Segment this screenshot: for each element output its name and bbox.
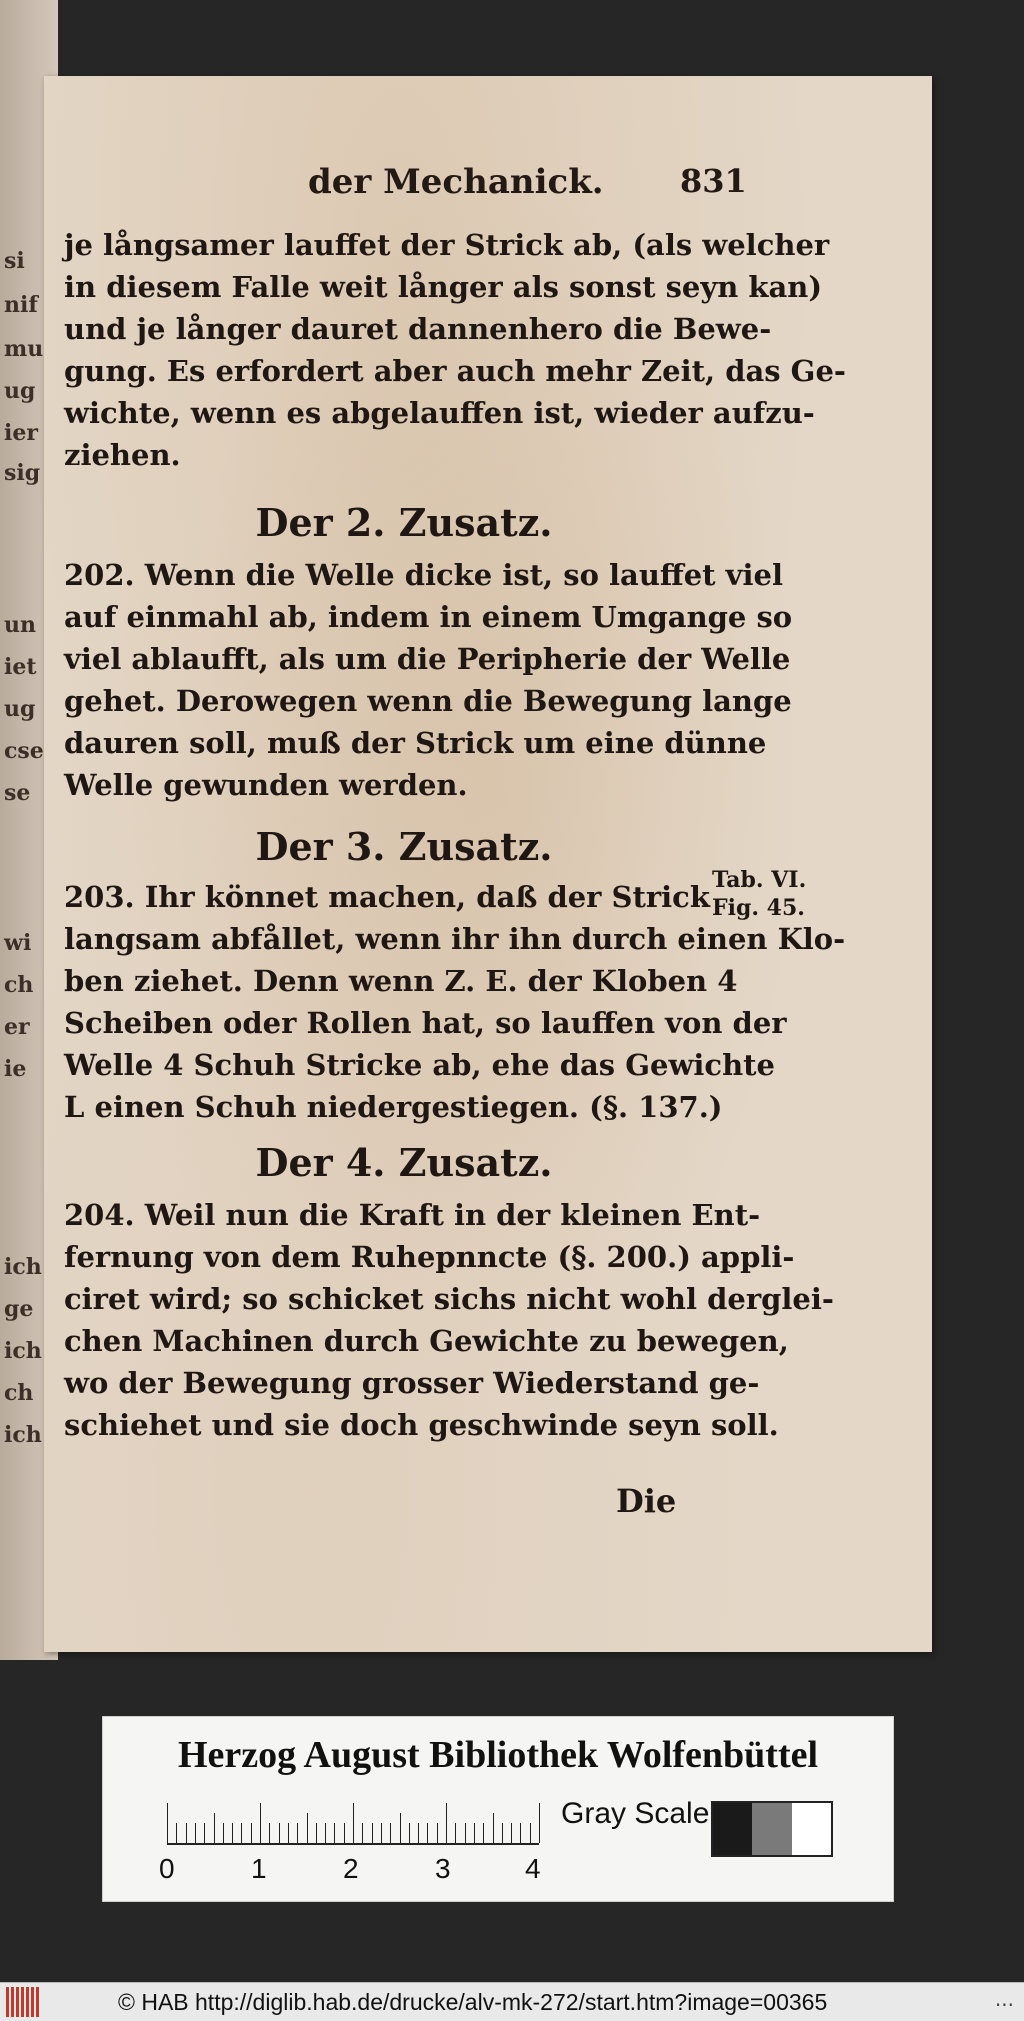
text-line: ziehen. (64, 438, 181, 472)
adjacent-page-text-fragment: wi (4, 930, 32, 956)
ruler-tick (465, 1823, 466, 1843)
text-line: ben ziehet. Denn wenn Z. E. der Kloben 4 (64, 964, 738, 998)
ruler-tick (362, 1823, 363, 1843)
adjacent-page-text-fragment: ge (4, 1296, 34, 1322)
ruler-tick (539, 1803, 540, 1843)
ruler-tick (455, 1823, 456, 1843)
ruler-tick (297, 1823, 298, 1843)
text-line: Welle 4 Schuh Stricke ab, ehe das Gewichte (64, 1048, 776, 1082)
ruler-tick (269, 1823, 270, 1843)
book-page (44, 76, 932, 1652)
ruler-tick (344, 1823, 345, 1843)
catchword: Die (616, 1482, 677, 1520)
ruler-tick (241, 1823, 242, 1843)
text-line: dauren soll, muß der Strick um eine dünne (64, 726, 767, 760)
text-line: in diesem Falle weit långer als sonst seyn kan) (64, 270, 823, 304)
adjacent-page-text-fragment: ich (4, 1422, 42, 1448)
more-options-icon[interactable]: ... (994, 1987, 1014, 2011)
page-number: 831 (680, 162, 747, 200)
ruler-tick (334, 1823, 335, 1843)
text-line: auf einmahl ab, indem in einem Umgange so (64, 600, 793, 634)
ruler-tick (520, 1823, 521, 1843)
ruler-tick (400, 1813, 401, 1843)
ruler-tick (502, 1823, 503, 1843)
margin-note-figure: Fig. 45. (712, 895, 805, 921)
text-line: 203. Ihr könnet machen, daß der Strick (64, 880, 710, 914)
ruler-tick (288, 1823, 289, 1843)
ruler-tick (232, 1823, 233, 1843)
ruler-number-2: 2 (343, 1853, 359, 1884)
adjacent-page-text-fragment: ch (4, 1380, 34, 1406)
scale-ruler (167, 1795, 551, 1855)
ruler-tick (409, 1823, 410, 1843)
ruler-tick (279, 1823, 280, 1843)
ruler-tick (381, 1823, 382, 1843)
adjacent-page-text-fragment: ch (4, 972, 34, 998)
ruler-tick (223, 1823, 224, 1843)
ruler-number-4: 4 (525, 1853, 541, 1884)
ruler-tick (446, 1803, 447, 1843)
ruler-tick (372, 1823, 373, 1843)
ruler-number-1: 1 (251, 1853, 267, 1884)
ruler-tick (204, 1823, 205, 1843)
ruler-tick (530, 1823, 531, 1843)
adjacent-page-text-fragment: ich (4, 1338, 42, 1364)
gray-patch-white (792, 1803, 831, 1855)
text-line: 204. Weil nun die Kraft in der kleinen Ent- (64, 1198, 761, 1232)
ruler-baseline (167, 1843, 539, 1845)
adjacent-page-text-fragment: mu (4, 336, 44, 362)
intro-paragraph (64, 224, 846, 476)
ruler-number-0: 0 (159, 1853, 175, 1884)
text-line: fernung von dem Ruhepnncte (§. 200.) appli- (64, 1240, 795, 1274)
running-title: der Mechanick. (308, 162, 604, 202)
adjacent-page-text-fragment: ich (4, 1254, 42, 1280)
adjacent-page-text-fragment: ie (4, 1056, 27, 1082)
text-line: langsam abfållet, wenn ihr ihn durch einen Klo- (64, 922, 846, 956)
ruler-tick (186, 1823, 187, 1843)
adjacent-page-text-fragment: ug (4, 696, 36, 722)
section-heading-zusatz-3: Der 3. Zusatz. (255, 824, 553, 869)
margin-note-figure-reference (712, 866, 822, 922)
ruler-tick (307, 1813, 308, 1843)
ruler-tick (325, 1823, 326, 1843)
text-line: gung. Es erfordert aber auch mehr Zeit, das Ge- (64, 354, 846, 388)
gray-scale-label: Gray Scale (561, 1797, 710, 1830)
ruler-tick (353, 1803, 354, 1843)
margin-note-table: Tab. VI. (712, 867, 807, 893)
adjacent-page-text-fragment: sig (4, 460, 41, 486)
adjacent-page-text-fragment: ug (4, 378, 36, 404)
adjacent-page-text-fragment: se (4, 780, 31, 806)
text-line: wichte, wenn es abgelauffen ist, wieder aufzu- (64, 396, 815, 430)
adjacent-page-text-fragment: un (4, 612, 36, 638)
ruler-tick (260, 1803, 261, 1843)
adjacent-page-text-fragment: si (4, 248, 25, 274)
footer-bar (0, 1982, 1024, 2021)
adjacent-page-text-fragment: er (4, 1014, 30, 1040)
text-line: wo der Bewegung grosser Wiederstand ge- (64, 1366, 760, 1400)
text-line: viel ablaufft, als um die Peripherie der Welle (64, 642, 791, 676)
adjacent-page-text-fragment: nif (4, 292, 38, 318)
gray-patch-mid (752, 1803, 791, 1855)
gray-scale-patches (711, 1801, 833, 1857)
ruler-tick (251, 1823, 252, 1843)
adjacent-page-text-fragment: iet (4, 654, 37, 680)
ruler-tick (474, 1823, 475, 1843)
text-line: 202. Wenn die Welle dicke ist, so lauffet viel (64, 558, 783, 592)
text-line: gehet. Derowegen wenn die Bewegung lange (64, 684, 792, 718)
ruler-tick (176, 1823, 177, 1843)
ruler-tick (427, 1823, 428, 1843)
section-heading-zusatz-2: Der 2. Zusatz. (255, 500, 553, 545)
ruler-tick (437, 1823, 438, 1843)
ruler-tick (167, 1803, 168, 1843)
ruler-tick (316, 1823, 317, 1843)
ruler-tick (418, 1823, 419, 1843)
text-line: chen Machinen durch Gewichte zu bewegen, (64, 1324, 789, 1358)
ruler-tick (390, 1823, 391, 1843)
adjacent-page-text-fragment: ier (4, 420, 38, 446)
section-heading-zusatz-4: Der 4. Zusatz. (255, 1140, 553, 1185)
hab-logo-icon[interactable] (6, 1987, 46, 2017)
ruler-number-3: 3 (435, 1853, 451, 1884)
running-head (264, 162, 784, 212)
text-line: und je långer dauret dannenhero die Bewe- (64, 312, 772, 346)
color-scale-target (102, 1716, 894, 1902)
ruler-tick (493, 1813, 494, 1843)
text-line: schiehet und sie doch geschwinde seyn soll. (64, 1408, 779, 1442)
text-line: je långsamer lauffet der Strick ab, (als welcher (64, 228, 830, 262)
paragraph-202 (64, 554, 793, 806)
text-line: ciret wird; so schicket sichs nicht wohl derglei- (64, 1282, 834, 1316)
ruler-tick (511, 1823, 512, 1843)
gray-patch-black (713, 1803, 752, 1855)
copyright-url-link[interactable]: © HAB http://diglib.hab.de/drucke/alv-mk-272/start.htm?image=00365 (118, 1989, 828, 2015)
library-name: Herzog August Bibliothek Wolfenbüttel (177, 1734, 819, 1776)
adjacent-page-text-fragment: cse (4, 738, 44, 764)
text-line: Scheiben oder Rollen hat, so lauffen von der (64, 1006, 787, 1040)
text-line: L einen Schuh niedergestiegen. (§. 137.) (64, 1090, 723, 1124)
ruler-tick (214, 1813, 215, 1843)
ruler-tick (195, 1823, 196, 1843)
ruler-tick (483, 1823, 484, 1843)
text-line: Welle gewunden werden. (64, 768, 468, 802)
paragraph-204 (64, 1194, 834, 1446)
